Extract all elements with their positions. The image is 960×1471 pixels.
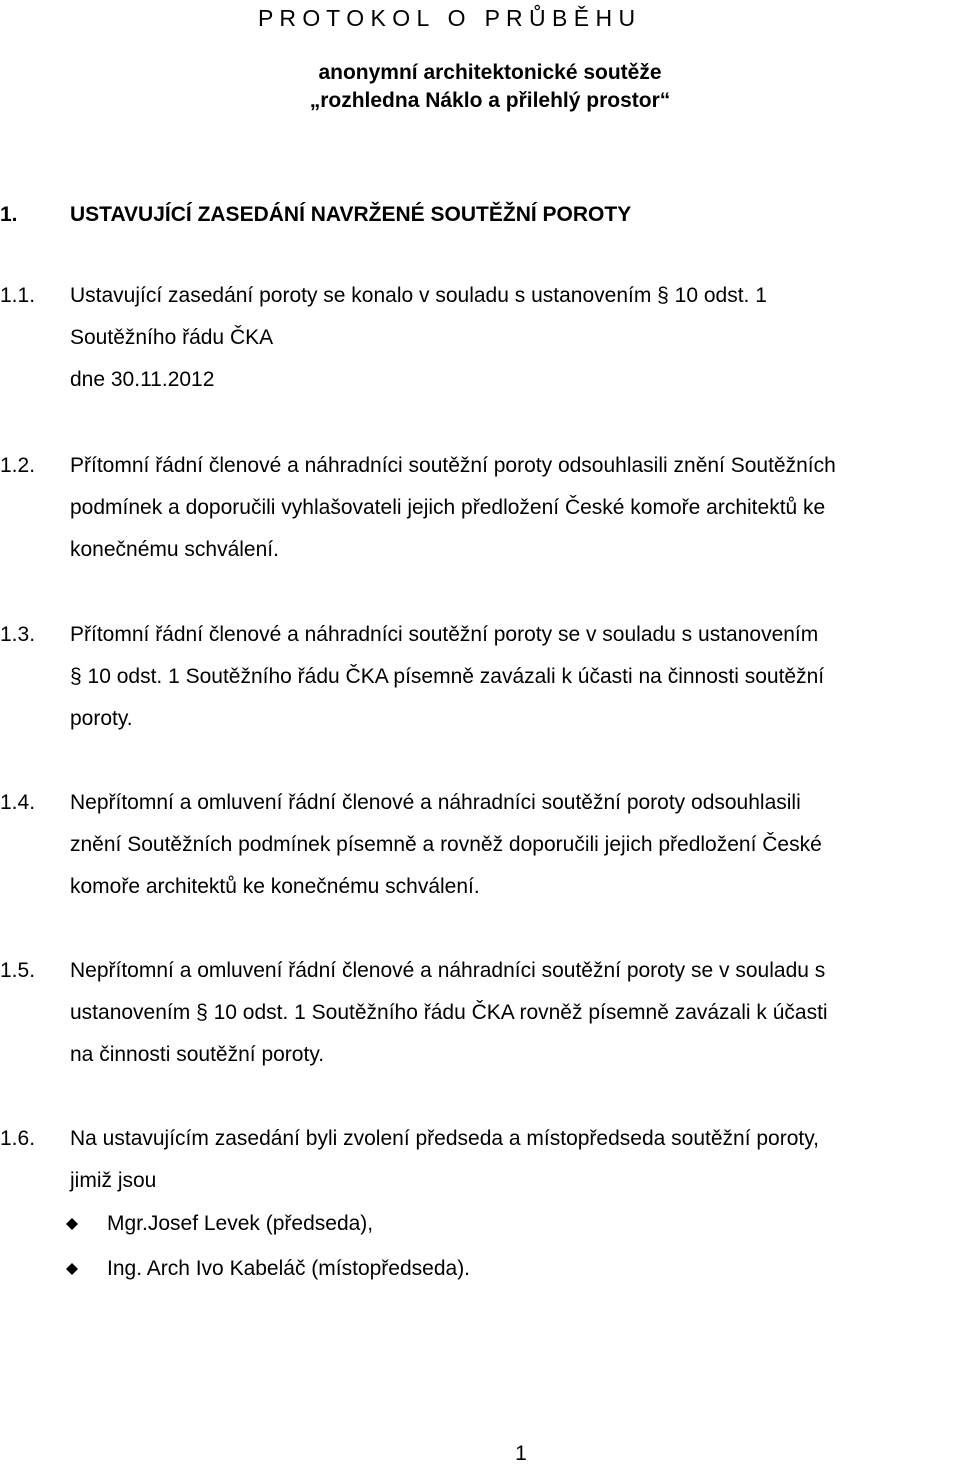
- item-line: jimiž jsou: [70, 1169, 157, 1192]
- item-line: Soutěžního řádu ČKA: [70, 326, 274, 349]
- item-line: podmínek a doporučili vyhlašovateli jejich předložení České komoře architektů ke: [70, 496, 826, 519]
- document-subtitle-line1: anonymní architektonické soutěže: [318, 61, 662, 84]
- item-line: Ustavující zasedání poroty se konalo v souladu s ustanovením § 10 odst. 1: [70, 284, 767, 307]
- item-number: 1.3.: [0, 623, 36, 646]
- item-line: Nepřítomní a omluvení řádní členové a náhradníci soutěžní poroty se v souladu s: [70, 959, 826, 982]
- bullet-text: Mgr.Josef Levek (předseda),: [107, 1212, 374, 1235]
- diamond-bullet-icon: [66, 1263, 78, 1275]
- item-line: komoře architektů ke konečnému schválení.: [70, 875, 480, 898]
- item-line: Na ustavujícím zasedání byli zvolení předseda a místopředseda soutěžní poroty,: [70, 1127, 820, 1150]
- item-number: 1.1.: [0, 284, 36, 307]
- item-number: 1.2.: [0, 454, 36, 477]
- item-line: Přítomní řádní členové a náhradníci soutěžní poroty odsouhlasili znění Soutěžních: [70, 454, 836, 477]
- item-line: ustanovením § 10 odst. 1 Soutěžního řádu ČKA rovněž písemně zavázali k účasti: [70, 1001, 828, 1024]
- item-line: poroty.: [70, 707, 133, 730]
- document-title: P R O T O K O L O P R Ů B Ě H U: [258, 5, 636, 31]
- bullet-text: Ing. Arch Ivo Kabeláč (místopředseda).: [107, 1257, 471, 1280]
- section-title: USTAVUJÍCÍ ZASEDÁNÍ NAVRŽENÉ SOUTĚŽNÍ POROTY: [70, 203, 632, 226]
- page-number: 1: [515, 1442, 527, 1465]
- item-line: § 10 odst. 1 Soutěžního řádu ČKA písemně zavázali k účasti na činnosti soutěžní: [70, 665, 825, 688]
- item-line: znění Soutěžních podmínek písemně a rovněž doporučili jejich předložení České: [70, 833, 822, 856]
- item-line: Přítomní řádní členové a náhradníci soutěžní poroty se v souladu s ustanovením: [70, 623, 819, 646]
- item-line: dne 30.11.2012: [70, 368, 215, 391]
- item-number: 1.4.: [0, 791, 36, 814]
- document-subtitle-line2: „rozhledna Náklo a přilehlý prostor“: [309, 89, 671, 112]
- item-line: konečnému schválení.: [70, 538, 279, 561]
- item-line: na činnosti soutěžní poroty.: [70, 1043, 325, 1066]
- item-number: 1.5.: [0, 959, 36, 982]
- diamond-bullet-icon: [66, 1218, 78, 1230]
- section-number: 1.: [0, 203, 18, 226]
- item-line: Nepřítomní a omluvení řádní členové a náhradníci soutěžní poroty odsouhlasili: [70, 791, 801, 814]
- item-number: 1.6.: [0, 1127, 36, 1150]
